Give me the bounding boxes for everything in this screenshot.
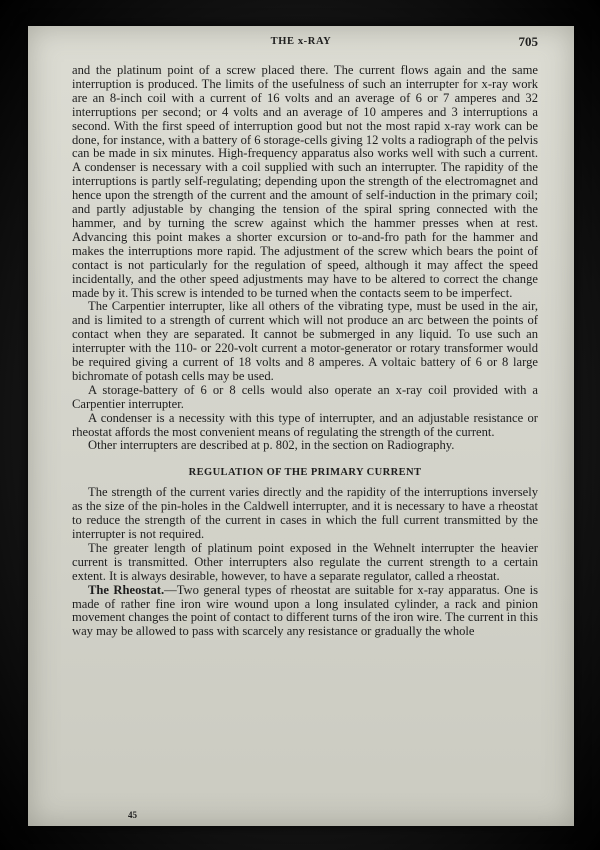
- paragraph-storage-battery: A storage-battery of 6 or 8 cells would also operate an x-ray coil provided with a Carpentier interrupter.: [72, 382, 538, 411]
- book-page: [28, 26, 574, 826]
- paragraph-continued: and the platinum point of a screw placed there. The current flows again and the same interruption is produced. The limits of the usefulness of such an interrupter for x-ray work are an 8-inch coil with a current of 16 volts and an average of 6 or 7 amperes and 32 interruptions per second; or 4 volts and an average of 10 amperes and 3 interruptions a second. With the first speed of interruption good but not the most rapid x-ray work can be done, for instance, with a battery of 6 storage-cells giving 12 volts a radiograph of the pelvis can be made in six minutes. High-frequency apparatus also works well with such a current. A condenser is necessary with a coil supplied with such an interrupter. The rapidity of the interruptions is partly self-regulating; depending upon the strength of the electromagnet and hence upon the strength of the current and the amount of self-induction in the primary coil; and partly adjustable by changing the tension of the spiral spring connected with the hammer, and by turning the screw against which the hammer presses when at rest. Advancing this point makes a shorter excursion or to-and-fro path for the hammer and makes the interruptions more rapid. The adjustment of the screw which bears the point of contact is not particularly for the regulation of speed, although it may affect the speed incidentally, and the other speed adjustments may have to be altered to correct the change made by it. This screw is intended to be turned when the contacts seem to be imperfect.: [72, 63, 538, 300]
- rheostat-text: —Two general types of rheostat are suitable for x-ray apparatus. One is made of rather fine iron wire wound upon a long insulated cylinder, a rack and pinion movement changes the point of contact to different turns of the iron wire. The current in this way may be allowed to pass with scarcely any resistance or gradually the whole: [72, 582, 538, 639]
- paragraph-rheostat: [72, 584, 538, 640]
- paragraph-other-interrupters: Other interrupters are described at p. 802, in the section on Radiography.: [88, 438, 455, 453]
- paragraph-strength: The strength of the current varies directly and the rapidity of the interruptions inversely as the size of the pin-holes in the Caldwell interrupter, and it is necessary to have a rheostat to reduce the strength of the current in cases in which the full current transmitted by the interrupter is not required.: [72, 485, 538, 541]
- paragraph-condenser: A condenser is a necessity with this type of interrupter, and an adjustable resistance or rheostat affords the most convenient means of regulating the strength of the current.: [72, 410, 538, 439]
- signature-mark: 45: [128, 810, 137, 820]
- paragraph-platinum: The greater length of platinum point exposed in the Wehnelt interrupter the heavier current is transmitted. Other interrupters also regulate the current strength to a certain extent. It is always desirable, however, to have a separate regulator, called a rheostat.: [72, 540, 538, 583]
- page-number: 705: [518, 34, 538, 49]
- running-head: THE x-RAY: [270, 36, 332, 47]
- page-header: [28, 36, 574, 54]
- paragraph-carpentier: The Carpentier interrupter, like all others of the vibrating type, must be used in the air, and is limited to a strength of current which will not produce an arc between the points of contact when they are separated. It cannot be submerged in any liquid. To use such an interrupter with the 110- or 220-volt current a motor-generator or rotary transformer would be required giving a current of 18 volts and 8 amperes. A voltaic battery of 6 or 8 large bichromate of potash cells may be used.: [72, 299, 538, 383]
- page-body: [72, 64, 538, 639]
- rheostat-run-in-heading: The Rheostat.: [88, 582, 165, 597]
- section-heading: REGULATION OF THE PRIMARY CURRENT: [188, 467, 422, 479]
